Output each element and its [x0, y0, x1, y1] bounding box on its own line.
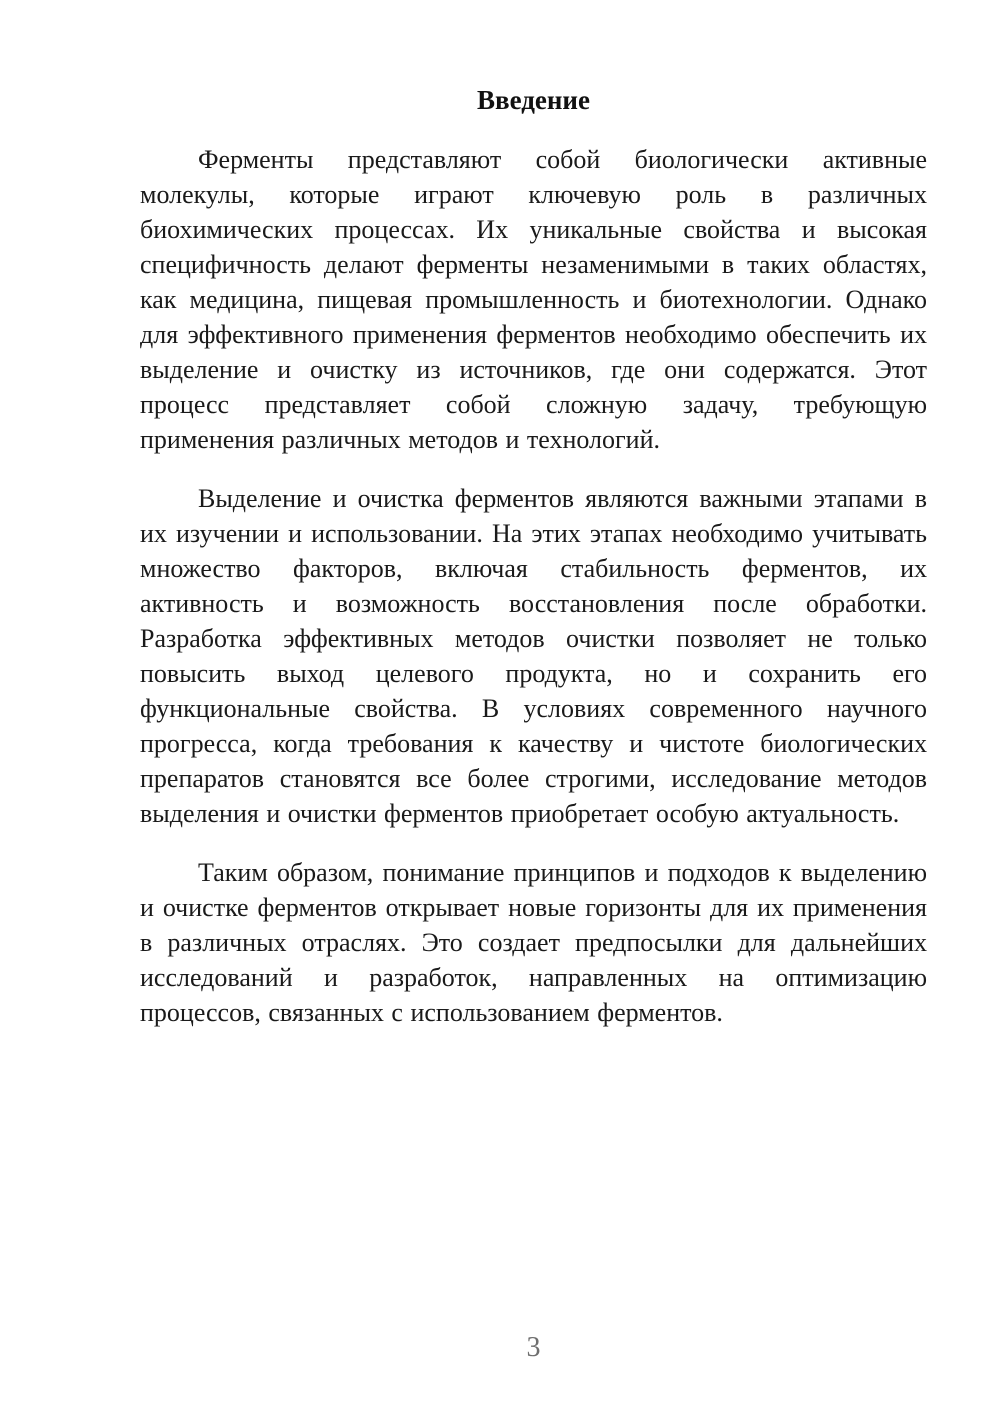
page-footer [140, 1330, 927, 1365]
section-heading: Введение [477, 85, 590, 115]
page-number: 3 [526, 1332, 541, 1363]
body-paragraph: Выделение и очистка ферментов являются важными этапами в их изучении и использовании. На этих этапах необходимо учитывать множество факторов, включая стабильность ферментов, их активность и возможность восстановления после обработки. Разработка эффективных методов очистки позволяет не только повысить выход целевого продукта, но и сохранить его функциональные свойства. В условиях современного научного прогресса, когда требования к качеству и чистоте биологических препаратов становятся все более строгими, исследование методов выделения и очистки ферментов приобретает особую актуальность. [140, 484, 927, 828]
body-paragraph: Ферменты представляют собой биологически активные молекулы, которые играют ключевую роль в различных биохимических процессах. Их уникальные свойства и высокая специфичность делают ферменты незаменимыми в таких областях, как медицина, пищевая промышленность и биотехнологии. Однако для эффективного применения ферментов необходимо обеспечить их выделение и очистку из источников, где они содержатся. Этот процесс представляет собой сложную задачу, требующую применения различных методов и технологий. [140, 145, 927, 454]
body-paragraph: Таким образом, понимание принципов и подходов к выделению и очистке ферментов открывает новые горизонты для их применения в различных отраслях. Это создает предпосылки для дальнейших исследований и разработок, направленных на оптимизацию процессов, связанных с использованием ферментов. [140, 858, 927, 1027]
page-content [140, 83, 927, 1054]
